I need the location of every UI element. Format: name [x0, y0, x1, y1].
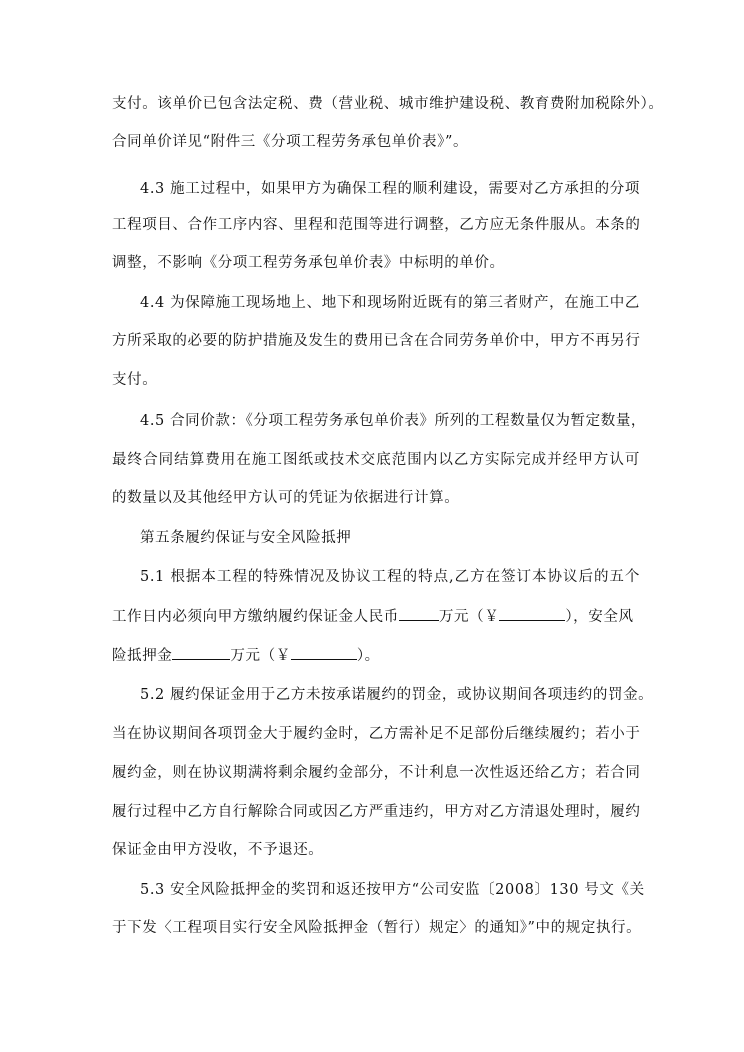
paragraph-line: 4.3 施工过程中，如果甲方为确保工程的顺利建设，需要对乙方承担的分项: [140, 181, 640, 197]
paragraph-line: 工程项目、合作工序内容、里程和范围等进行调整，乙方应无条件服从。本条的: [112, 217, 641, 233]
blank-risk-amount: [172, 645, 230, 660]
paragraph-line: 4.4 为保障施工现场地上、地下和现场附近既有的第三者财产，在施工中乙: [140, 295, 640, 311]
deposit-text: 工作日内必须向甲方缴纳履约保证金人民币: [112, 609, 399, 625]
paragraph-line: 4.5 合同价款：《分项工程劳务承包单价表》所列的工程数量仅为暂定数量，: [140, 413, 647, 429]
safety-text: ），安全风: [565, 609, 634, 625]
paragraph-line: 于下发〈工程项目实行安全风险抵押金（暂行）规定〉的通知》”中的规定执行。: [112, 920, 642, 936]
paragraph-line: 履行过程中乙方自行解除合同或因乙方严重违约，甲方对乙方清退处理时，履约: [112, 804, 641, 820]
paragraph-line: 最终合同结算费用在施工图纸或技术交底范围内以乙方实际完成并经甲方认可: [112, 452, 640, 468]
paragraph-line-with-blanks: [112, 645, 640, 666]
paragraph-line: 5.3 安全风险抵押金的奖罚和返还按甲方“公司安监〔2008〕130 号文《关: [140, 882, 645, 898]
paragraph-line: 履约金，则在协议期满将剩余履约金部分，不计利息一次性返还给乙方；若合同: [112, 765, 641, 781]
blank-performance-yuan: [499, 606, 565, 621]
blank-performance-amount: [399, 606, 439, 621]
closing-text: ）。: [356, 648, 380, 664]
paragraph-line: 5.1 根据本工程的特殊情况及协议工程的特点,乙方在签订本协议后的五个: [140, 569, 640, 585]
unit-text: 万元（￥: [438, 609, 500, 625]
paragraph-line: 支付。: [112, 372, 158, 388]
section-heading: 第五条履约保证与安全风险抵押: [140, 530, 352, 546]
paragraph-line: 支付。该单价已包含法定税、费（营业税、城市维护建设税、教育费附加税除外）。: [112, 96, 664, 112]
blank-risk-yuan: [291, 645, 357, 660]
paragraph-line: 的数量以及其他经甲方认可的凭证为依据进行计算。: [112, 490, 460, 506]
paragraph-line: 调整，不影响《分项工程劳务承包单价表》中标明的单价。: [112, 255, 505, 271]
paragraph-line: 合同单价详见“附件三《分项工程劳务承包单价表》”。: [112, 134, 469, 150]
risk-deposit-text: 险抵押金: [112, 648, 173, 664]
paragraph-line-with-blanks: [112, 606, 640, 627]
paragraph-line: 当在协议期间各项罚金大于履约金时，乙方需补足不足部份后继续履约；若小于: [112, 726, 641, 742]
unit-text: 万元（￥: [230, 648, 291, 664]
paragraph-line: 保证金由甲方没收，不予退还。: [112, 842, 324, 858]
paragraph-line: 方所采取的必要的防护措施及发生的费用已含在合同劳务单价中，甲方不再另行: [112, 333, 641, 349]
paragraph-line: 5.2 履约保证金用于乙方未按承诺履约的罚金，或协议期间各项违约的罚金。: [140, 687, 654, 703]
